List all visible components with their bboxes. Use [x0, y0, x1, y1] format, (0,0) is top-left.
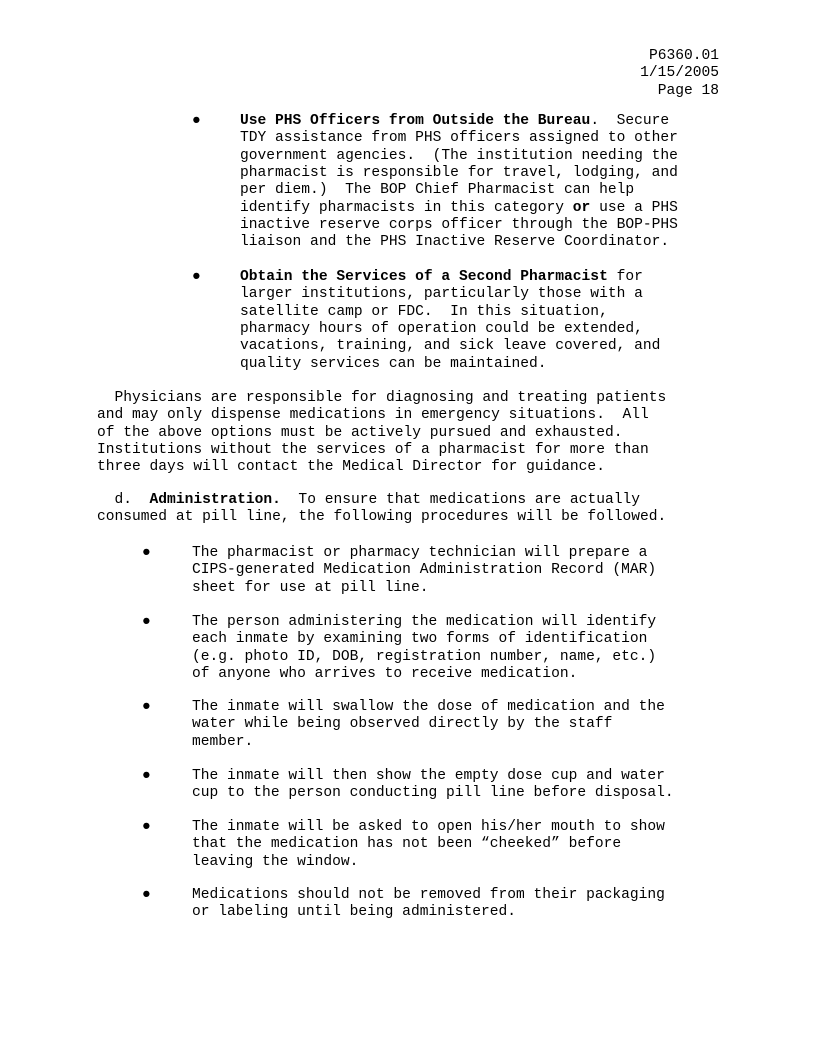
bullet-icon: ●: [142, 768, 151, 784]
page-header: [640, 48, 719, 100]
bullet-icon: ●: [142, 819, 151, 835]
text-line: pharmacist is responsible for travel, lodging, and: [240, 165, 678, 182]
document-date: 1/15/2005: [640, 65, 719, 82]
bullet-icon: ●: [192, 269, 201, 285]
page-number: Page 18: [657, 82, 719, 99]
procedure-item: ● The inmate will then show the empty dose cup and water cup to the person conducting pill line before disposal.: [142, 768, 674, 802]
text-line: pharmacy hours of operation could be extended,: [240, 321, 643, 338]
option-phs-officers: ● Use PHS Officers from Outside the Bureau. Secure TDY assistance from PHS officers assigned to other government agencies. (The institution needing the pharmacist is responsible for travel, lodging, and per diem.) The BOP Chief Pharmacist can help identify pharmacists in this category or use a PHS inactive reserve corps officer through the BOP-PHS liaison and the PHS Inactive Reserve Coordinator.: [240, 113, 730, 252]
procedure-item: ● The inmate will be asked to open his/her mouth to show that the medication has not been “cheeked” before leaving the window.: [142, 819, 665, 870]
text-line: per diem.) The BOP Chief Pharmacist can help: [240, 182, 635, 199]
bullet-icon: ●: [142, 699, 151, 715]
procedure-item: ● The pharmacist or pharmacy technician will prepare a CIPS-generated Medication Administration Record (MAR) sheet for use at pill line.: [142, 545, 657, 596]
bullet-icon: ●: [142, 614, 151, 630]
document-number: P6360.01: [648, 48, 719, 64]
text-line: identify pharmacists in this category or use a PHS: [240, 199, 678, 216]
bullet-icon: ●: [192, 113, 201, 129]
bullet-icon: ●: [142, 545, 151, 561]
administration-section: d. Administration. To ensure that medications are actually consumed at pill line, the following procedures will be followed.: [97, 492, 667, 526]
text-line: larger institutions, particularly those with a: [240, 286, 643, 303]
text-line: vacations, training, and sick leave covered, and: [240, 338, 661, 355]
bullet-icon: ●: [142, 887, 151, 903]
text-line: inactive reserve corps officer through the BOP-PHS: [240, 217, 678, 234]
text-line: government agencies. (The institution needing the: [240, 147, 678, 164]
text-line: quality services can be maintained.: [240, 355, 547, 372]
text-line: TDY assistance from PHS officers assigned to other: [240, 130, 678, 147]
section-label: d.: [97, 492, 150, 508]
option-second-pharmacist: ● Obtain the Services of a Second Pharmacist for larger institutions, particularly those with a satellite camp or FDC. In this situation, pharmacy hours of operation could be extended, vacations, training, and sick leave covered, and quality services can be maintained.: [240, 269, 730, 373]
text-line: liaison and the PHS Inactive Reserve Coordinator.: [240, 234, 670, 251]
procedure-item: ● The inmate will swallow the dose of medication and the water while being observed directly by the staff member.: [142, 699, 665, 750]
section-heading: Administration.: [149, 492, 281, 508]
text-line: satellite camp or FDC. In this situation,: [240, 303, 608, 320]
option-title: Use PHS Officers from Outside the Bureau: [240, 113, 591, 129]
option-title: Obtain the Services of a Second Pharmacist: [240, 269, 608, 285]
physicians-paragraph: Physicians are responsible for diagnosing and treating patients and may only dispense medications in emergency situations. All of the above options must be actively pursued and exhausted. Institutions without the services of a pharmacist for more than three days will contact the Medical Director for guidance.: [97, 390, 667, 476]
procedure-item: ● The person administering the medication will identify each inmate by examining two forms of identification (e.g. photo ID, DOB, registration number, name, etc.) of anyone who arrives to receive medication.: [142, 614, 657, 683]
procedure-item: ● Medications should not be removed from their packaging or labeling until being administered.: [142, 887, 665, 921]
